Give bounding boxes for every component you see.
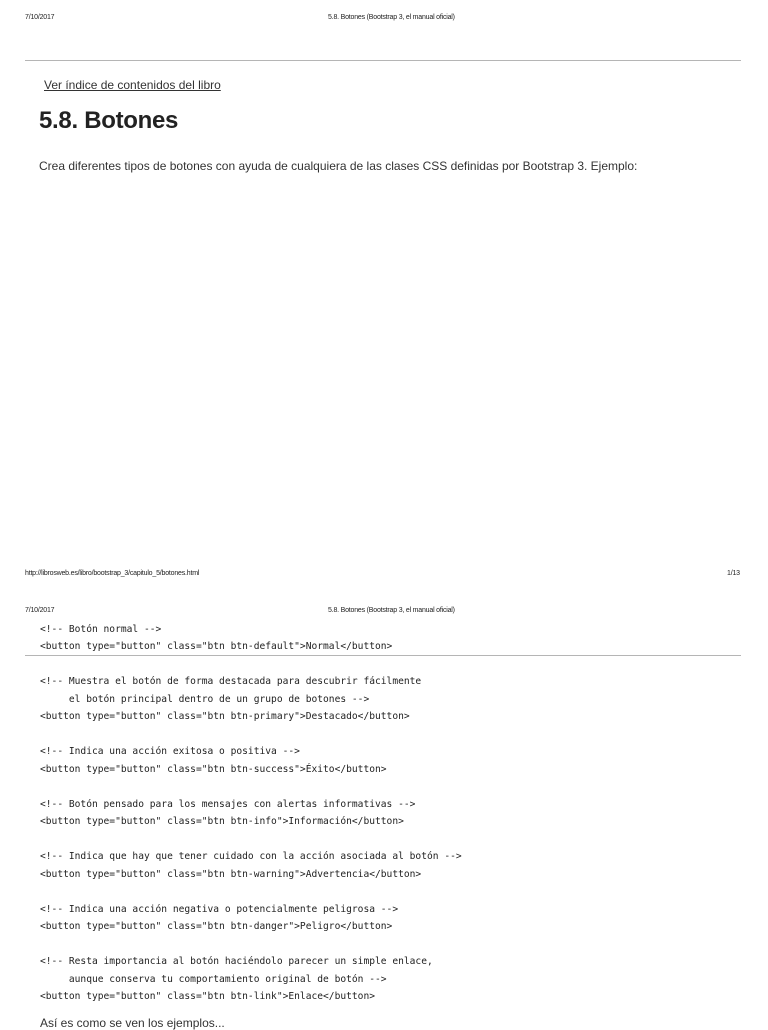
- page1-header-date: 7/10/2017: [25, 14, 55, 21]
- code-line: <button type="button" class="btn btn-primary">Destacado</button>: [40, 711, 410, 722]
- page-title: 5.8. Botones: [39, 107, 179, 134]
- code-line: <!-- Botón normal -->: [40, 624, 162, 635]
- toc-link[interactable]: Ver índice de contenidos del libro: [44, 78, 221, 92]
- code-line: <button type="button" class="btn btn-info">Información</button>: [40, 816, 404, 827]
- code-line: <!-- Muestra el botón de forma destacada para descubrir fácilmente: [40, 676, 422, 687]
- code-line: <!-- Indica una acción exitosa o positiva -->: [40, 746, 300, 757]
- trailing-paragraph: Así es como se ven los ejemplos...: [40, 1016, 225, 1030]
- page1-divider: [25, 60, 741, 61]
- code-line: <!-- Botón pensado para los mensajes con alertas informativas -->: [40, 799, 416, 810]
- intro-paragraph: Crea diferentes tipos de botones con ayuda de cualquiera de las clases CSS definidas por Bootstrap 3. Ejemplo:: [39, 159, 638, 173]
- page1-footer-url: http://librosweb.es/libro/bootstrap_3/capitulo_5/botones.html: [25, 570, 200, 577]
- page2-header-date: 7/10/2017: [25, 607, 55, 614]
- page1-footer-page-number: 1/13: [727, 570, 740, 577]
- code-line: <button type="button" class="btn btn-default">Normal</button>: [40, 641, 393, 652]
- code-line: <!-- Indica que hay que tener cuidado con la acción asociada al botón -->: [40, 851, 462, 862]
- code-line: <!-- Indica una acción negativa o potencialmente peligrosa -->: [40, 904, 399, 915]
- code-line: <button type="button" class="btn btn-link">Enlace</button>: [40, 991, 376, 1002]
- code-line: <button type="button" class="btn btn-warning">Advertencia</button>: [40, 869, 422, 880]
- page2-header-title: 5.8. Botones (Bootstrap 3, el manual oficial): [328, 607, 455, 614]
- code-line: <button type="button" class="btn btn-success">Éxito</button>: [40, 764, 387, 775]
- code-line: <!-- Resta importancia al botón haciéndolo parecer un simple enlace,: [40, 956, 433, 967]
- page1-header-title: 5.8. Botones (Bootstrap 3, el manual oficial): [328, 14, 455, 21]
- code-line: el botón principal dentro de un grupo de botones -->: [40, 694, 370, 705]
- code-line: <button type="button" class="btn btn-danger">Peligro</button>: [40, 921, 393, 932]
- code-line: aunque conserva tu comportamiento original de botón -->: [40, 974, 387, 985]
